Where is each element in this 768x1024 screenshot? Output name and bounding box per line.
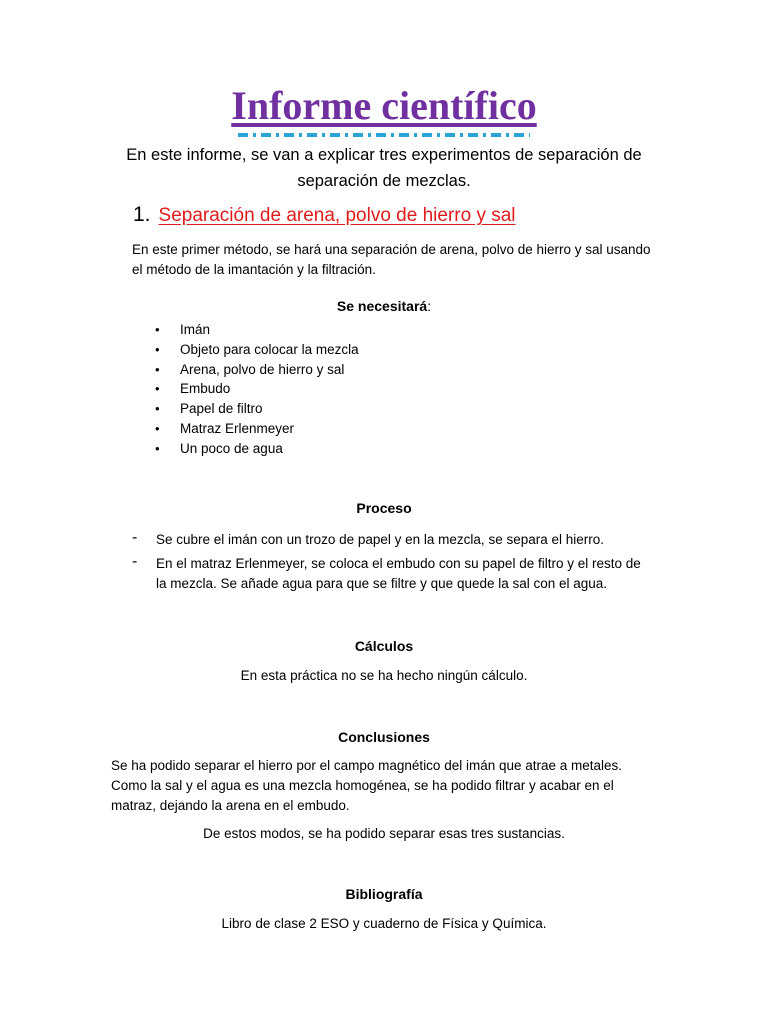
- list-item: • Imán: [155, 320, 359, 340]
- section-number: 1.: [133, 203, 151, 226]
- list-item: • Arena, polvo de hierro y sal: [155, 360, 359, 380]
- list-item: - En el matraz Erlenmeyer, se coloca el embudo con su papel de filtro y el resto de la mezcla. Se añade agua para que se filtre y que quede la sal con el agua.: [132, 553, 641, 591]
- dash-icon: -: [132, 529, 138, 546]
- list-item: • Embudo: [155, 379, 359, 399]
- needs-heading: [0, 296, 768, 316]
- section-label: Separación de arena, polvo de hierro y sal: [158, 205, 516, 226]
- conclusions-text: Se ha podido separar el hierro por el campo magnético del imán que atrae a metales. Como la sal y el agua es una mezcla homogénea, se ha podido filtrar y acabar en el matraz, dejando la arena en el embudo.: [111, 758, 623, 813]
- needs-list: [155, 320, 359, 459]
- intro-paragraph: En este informe, se van a explicar tres experimentos de separación de separación de mezclas.: [126, 146, 642, 190]
- bullet-icon: •: [155, 341, 160, 357]
- title-wrap: [0, 82, 768, 130]
- section-1-paragraph: En este primer método, se hará una separación de arena, polvo de hierro y sal usando el método de la imantación y la filtración.: [132, 242, 651, 277]
- needs-heading-text: Se necesitará: [336, 298, 428, 314]
- calculations-heading: Cálculos: [354, 638, 414, 654]
- list-item: • Un poco de agua: [155, 439, 359, 459]
- list-item: • Papel de filtro: [155, 399, 359, 419]
- list-item: - Se cubre el imán con un trozo de papel y en la mezcla, se separa el hierro.: [132, 529, 604, 547]
- list-item: • Matraz Erlenmeyer: [155, 419, 359, 439]
- bibliography-text: Libro de clase 2 ESO y cuaderno de Física y Química.: [221, 916, 547, 931]
- bullet-icon: •: [155, 361, 160, 377]
- conclusions-heading: Conclusiones: [338, 729, 430, 745]
- calculations-text: En esta práctica no se ha hecho ningún cálculo.: [240, 668, 528, 683]
- process-steps: [132, 530, 652, 598]
- bullet-icon: •: [155, 381, 160, 397]
- dash-icon: -: [132, 553, 138, 570]
- conclusions-closing: De estos modos, se ha podido separar esas tres sustancias.: [203, 826, 565, 841]
- bullet-icon: •: [155, 401, 160, 417]
- section-1-heading: [133, 200, 516, 231]
- document-title: Informe científico: [231, 83, 537, 128]
- list-item: • Objeto para colocar la mezcla: [155, 340, 359, 360]
- bullet-icon: •: [155, 440, 160, 456]
- needs-heading-colon: :: [427, 298, 432, 314]
- process-heading: Proceso: [356, 500, 412, 516]
- bullet-icon: •: [155, 322, 160, 337]
- title-squiggle: [238, 133, 530, 137]
- bullet-icon: •: [155, 420, 160, 436]
- bibliography-heading: Bibliografía: [345, 886, 423, 902]
